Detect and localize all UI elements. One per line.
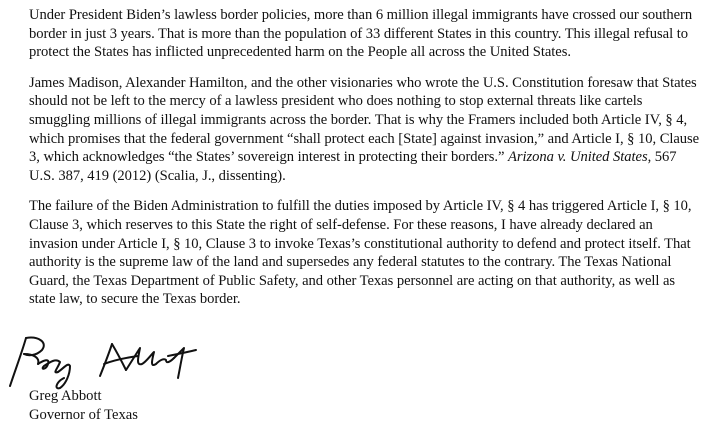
signer-name: Greg Abbott: [29, 388, 102, 404]
paragraph-3: [29, 197, 703, 309]
paragraph-3-text: The failure of the Biden Administration to fulfill the duties imposed by Article IV, § 4 has triggered Article I, § 10, Clause 3, which reserves to this State the right of self-defense. For these reasons, I have already declared an invasion under Article I, § 10, Clause 3 to invoke Texas’s constitutional authority to defend and protect itself. That authority is the supreme law of the land and supersedes any federal statutes to the contrary. The Texas National Guard, the Texas Department of Public Safety, and other Texas personnel are acting on that authority, as well as state law, to secure the Texas border.: [29, 198, 692, 308]
letter-body: [29, 6, 703, 309]
paragraph-2: [29, 74, 703, 186]
handwritten-signature: [8, 334, 198, 392]
paragraph-1-text: Under President Biden’s lawless border policies, more than 6 million illegal immigrants have crossed our southern border in just 3 years. That is more than the population of 33 different States in this country. This illegal refusal to protect the States has inflicted unprecedented harm on the People all across the United States.: [29, 7, 693, 61]
signature-block: [29, 387, 138, 425]
paragraph-2-text: James Madison, Alexander Hamilton, and the other visionaries who wrote the U.S. Constitution foresaw that States should not be left to the mercy of a lawless president who does nothing to stop external threats like cartels smuggling millions of illegal immigrants across the border. That is why the Framers included both Article IV, § 4, which promises that the federal government “shall protect each [State] against invasion,” and Article I, § 10, Clause 3, which acknowledges “the States’ sovereign interest in protecting their borders.”: [29, 74, 700, 166]
paragraph-1: [29, 6, 703, 62]
citation-reference: , 567 U.S. 387, 419 (2012) (Scalia, J., dissenting).: [29, 149, 677, 184]
citation-case-name: Arizona v. United States: [508, 149, 648, 166]
signer-title: Governor of Texas: [29, 407, 138, 423]
